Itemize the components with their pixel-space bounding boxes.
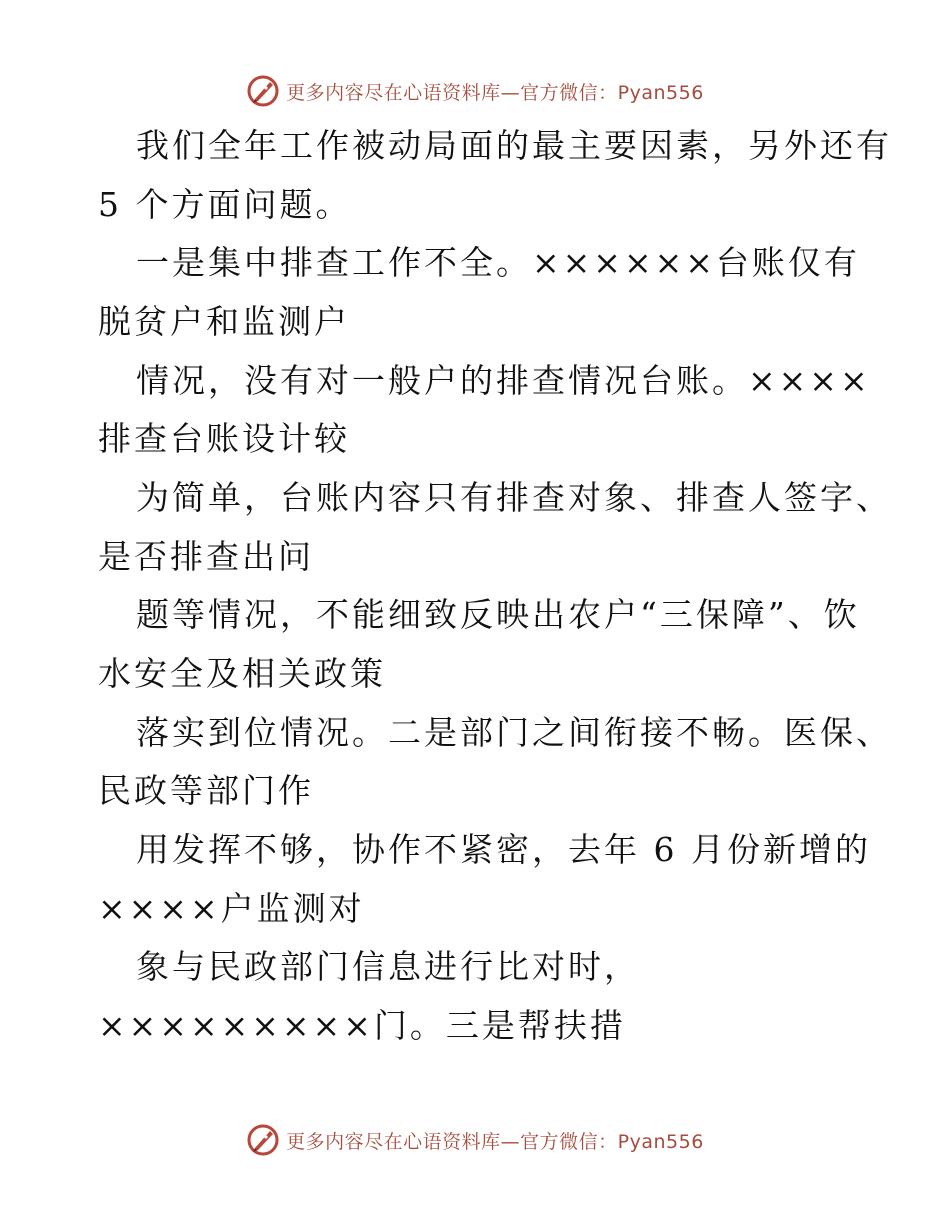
footer-banner: [0, 1120, 950, 1160]
text-line: 是否排查出问: [98, 537, 314, 576]
text-line: 排查台账设计较: [98, 419, 350, 458]
text-line: 民政等部门作: [98, 771, 314, 810]
text-line: 为简单，台账内容只有排查对象、排查人签字、: [136, 478, 892, 517]
text-line: 5 个方面问题。: [98, 185, 352, 224]
banner-text: 更多内容尽在心语资料库—官方微信：Pyan556: [286, 1130, 704, 1153]
text-line: 情况，没有对一般户的排查情况台账。××××: [136, 361, 871, 400]
text-line: 题等情况，不能细致反映出农户“三保障”、饮: [136, 595, 860, 634]
text-line: 一是集中排查工作不全。××××××台账仅有: [136, 243, 860, 282]
text-line: ×××××××××门。三是帮扶措: [98, 1006, 626, 1045]
quill-pen-icon: [246, 1123, 280, 1157]
text-line: 落实到位情况。二是部门之间衔接不畅。医保、: [136, 713, 892, 752]
text-line: 水安全及相关政策: [98, 654, 386, 693]
text-line: ××××户监测对: [98, 889, 365, 928]
text-line: 我们全年工作被动局面的最主要因素，另外还有: [136, 126, 892, 165]
text-line: 象与民政部门信息进行比对时，: [136, 947, 640, 986]
text-line: 脱贫户和监测户: [98, 302, 350, 341]
banner-text: 更多内容尽在心语资料库—官方微信：Pyan556: [286, 81, 704, 104]
text-line: 用发挥不够，协作不紧密，去年 6 月份新增的: [136, 830, 871, 869]
